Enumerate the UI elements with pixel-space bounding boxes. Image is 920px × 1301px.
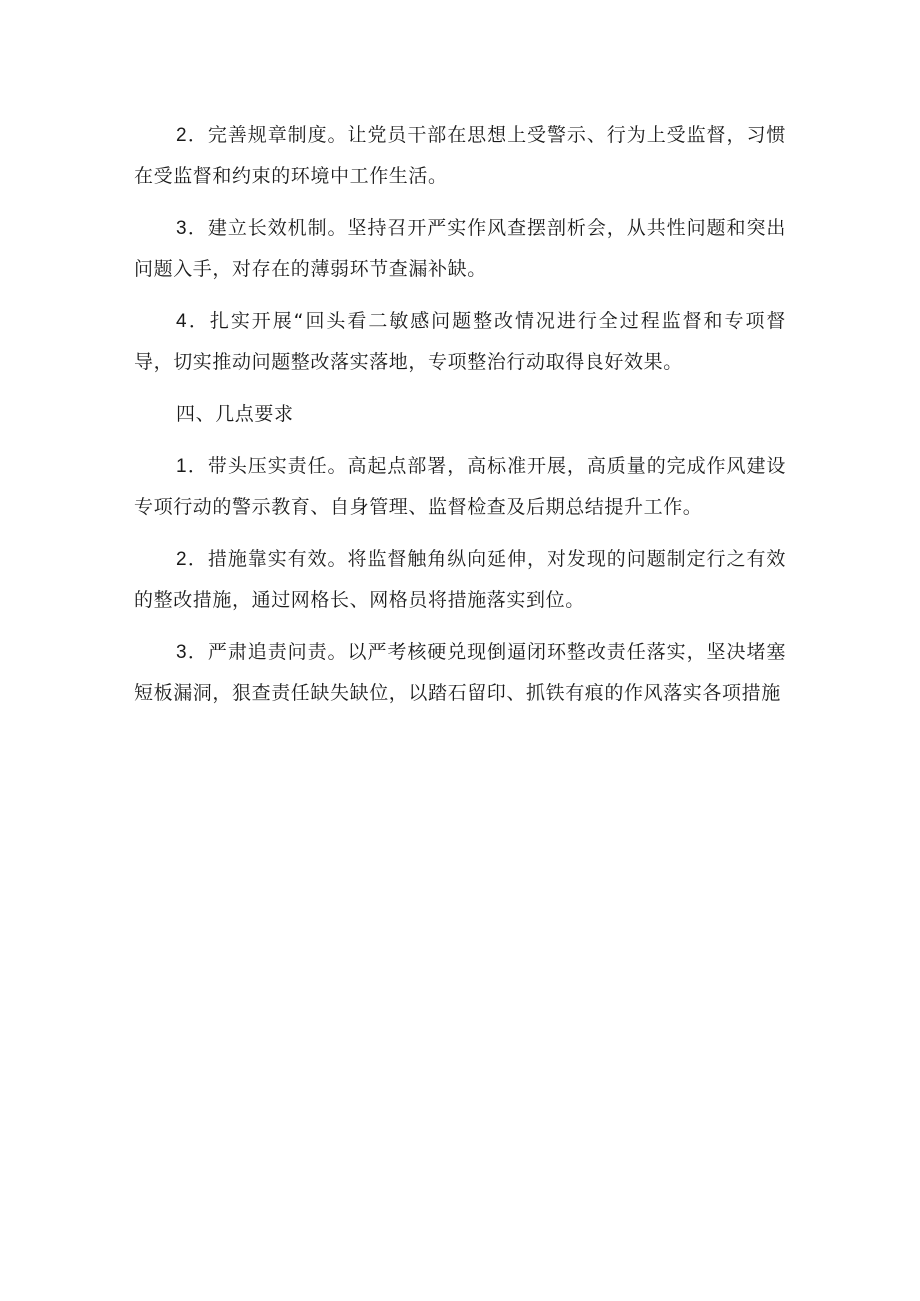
paragraph-text: ．带头压实责任。高起点部署，高标准开展，高质量的完成作风建设专项行动的警示教育、自身管理、监督检查及后期总结提升工作。 — [134, 455, 786, 518]
paragraph-number: 3 — [176, 642, 188, 663]
paragraph-text: ．严肃追责问责。以严考核硬兑现倒逼闭环整改责任落实，坚决堵塞短板漏洞，狠查责任缺失缺位，以踏石留印、抓铁有痕的作风落实各项措施 — [134, 641, 786, 704]
paragraph-number: 2 — [176, 125, 188, 146]
paragraph-text: ．扎实开展“回头看二敏感问题整改情况进行全过程监督和专项督导，切实推动问题整改落实落地，专项整治行动取得良好效果。 — [134, 310, 786, 373]
paragraph-text: ．措施靠实有效。将监督触角纵向延伸，对发现的问题制定行之有效的整改措施，通过网格长、网格员将措施落实到位。 — [134, 548, 786, 611]
paragraph-text: ．建立长效机制。坚持召开严实作风查摆剖析会，从共性问题和突出问题入手，对存在的薄弱环节查漏补缺。 — [134, 217, 786, 280]
paragraph-number: 1 — [176, 456, 188, 477]
document-body — [134, 115, 786, 725]
section-heading: 四、几点要求 — [176, 403, 294, 425]
paragraph-number: 4 — [176, 311, 188, 332]
paragraph-requirement-2 — [134, 539, 786, 621]
paragraph-text: ．完善规章制度。让党员干部在思想上受警示、行为上受监督，习惯在受监督和约束的环境中工作生活。 — [134, 124, 786, 187]
paragraph-requirement-3 — [134, 632, 786, 714]
paragraph-number: 2 — [176, 549, 188, 570]
paragraph-item-2-regulations — [134, 115, 786, 197]
paragraph-number: 3 — [176, 218, 188, 239]
paragraph-item-4-review — [134, 301, 786, 383]
paragraph-requirement-1 — [134, 446, 786, 528]
paragraph-item-3-mechanism — [134, 208, 786, 290]
